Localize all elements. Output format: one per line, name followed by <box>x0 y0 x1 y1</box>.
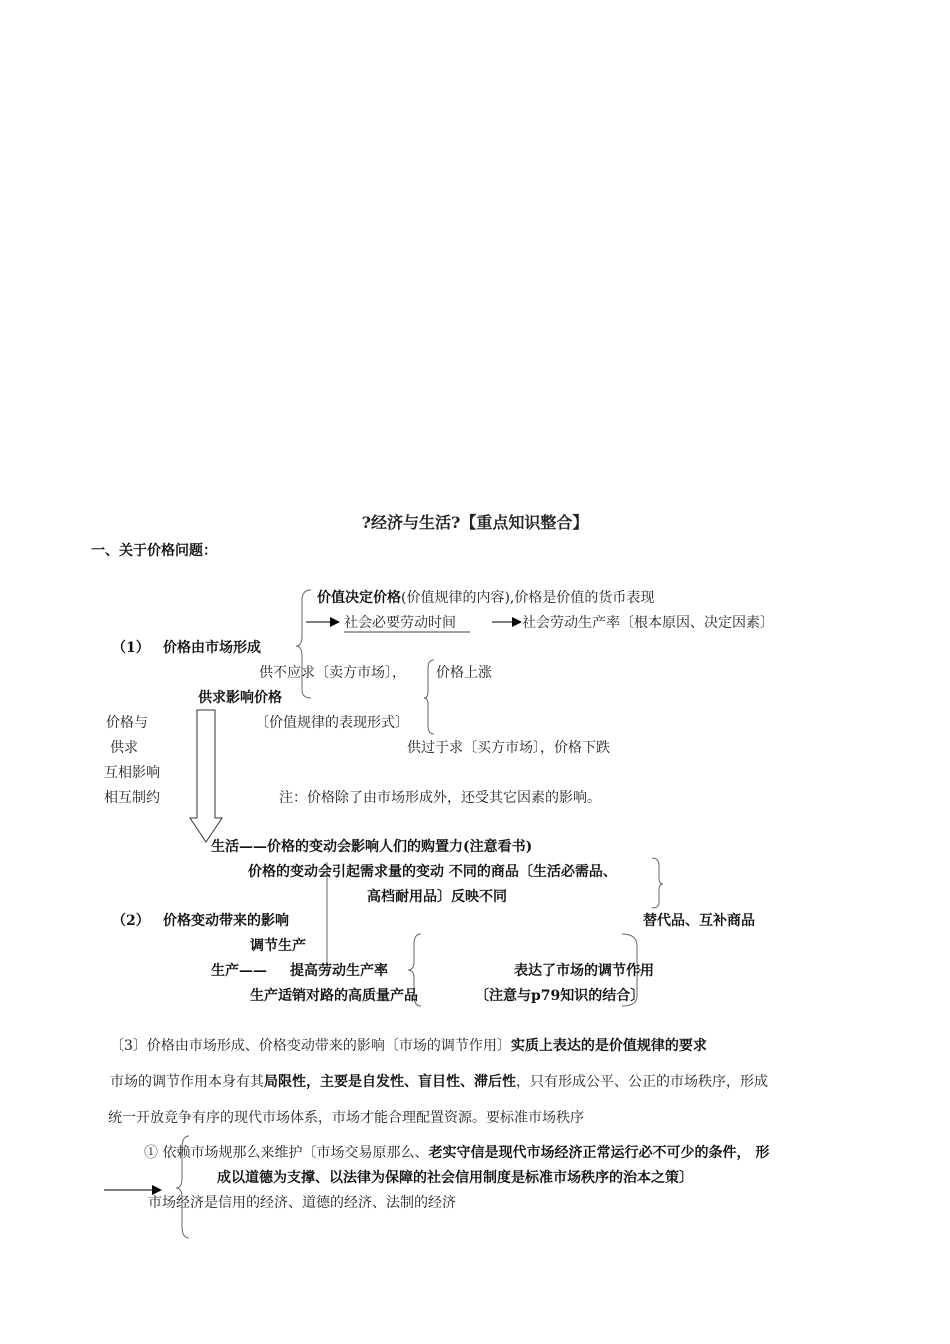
substitute-text: 替代品、互补商品 <box>643 913 755 929</box>
part2-number: （2） <box>112 913 150 929</box>
part3-item1-b: 老实守信是现代市场经济正常运行必不可少的条件， 形 <box>428 1145 770 1161</box>
part3-item1-line1 <box>144 1144 769 1162</box>
labor-time-text: 社会必要劳动时间 <box>344 615 456 631</box>
labor-rate-text: 社会劳动生产率〔根本原因、决定因素〕 <box>522 615 774 631</box>
life-text: 生活——价格的变动会影响人们的购置力(注意看书) <box>211 839 533 855</box>
part3-line3: 统一开放竞争有序的现代市场体系，市场才能合理配置资源。要标准市场秩序 <box>108 1110 584 1126</box>
part3-line2-a: 市场的调节作用本身有其 <box>110 1074 264 1090</box>
note-text: 注：价格除了由市场形成外，还受其它因素的影响。 <box>279 790 601 806</box>
section-heading: 一、关于价格问题： <box>91 543 217 559</box>
part3-line1 <box>110 1037 707 1055</box>
side-label-1: 价格与 <box>106 715 148 731</box>
price-rise-text: 价格上涨 <box>436 665 492 681</box>
productivity-text: 提高劳动生产率 <box>290 963 388 979</box>
supply-short-text: 供不应求〔卖方市场〕， <box>259 665 406 681</box>
part3-line1-bold: 实质上表达的是价值规律的要求 <box>510 1038 707 1054</box>
part3-line2 <box>110 1073 768 1091</box>
supply-excess-text: 供过于求〔买方市场〕，价格下跌 <box>407 740 610 756</box>
market-formed-label: 价格由市场形成 <box>163 640 261 656</box>
page-title: ?经济与生活?【重点知识整合】 <box>361 513 589 532</box>
brace-goods <box>652 858 663 908</box>
production-label: 生产—— <box>211 963 267 979</box>
part3-item1-a: ① 依赖市场规那么来维护〔市场交易原那么、 <box>144 1145 429 1161</box>
value-law-form-text: 〔价值规律的表现形式〕 <box>255 715 409 731</box>
brace-supply <box>424 660 434 734</box>
value-decides-bold: 价值决定价格 <box>317 590 401 606</box>
side-label-3: 互相影响 <box>104 765 160 781</box>
supply-demand-price-label: 供求影响价格 <box>198 690 282 706</box>
impact-label: 价格变动带来的影响 <box>163 913 289 929</box>
value-decides-rest: (价值规律的内容),价格是价值的货币表现 <box>401 590 655 606</box>
p79-note: 〔注意与p79知识的结合〕 <box>475 988 645 1004</box>
part3-item2: 市场经济是信用的经济、道德的经济、法制的经济 <box>148 1195 456 1211</box>
big-down-arrow <box>190 710 222 842</box>
arrow-head-2 <box>512 617 522 627</box>
arrow-head-1 <box>330 617 340 627</box>
quality-text: 生产适销对路的高质量产品 <box>250 988 418 1004</box>
market-role-text: 表达了市场的调节作用 <box>514 963 654 979</box>
part3-line1-normal: 〔3〕价格由市场形成、价格变动带来的影响〔市场的调节作用〕 <box>110 1038 511 1054</box>
part3-line2-b: 局限性，主要是自发性、盲目性、滞后性 <box>264 1074 516 1090</box>
high-end-text: 高档耐用品〕反映不同 <box>367 889 507 905</box>
side-label-2: 供求 <box>110 740 138 756</box>
value-decides-line <box>317 589 654 607</box>
adjust-text: 调节生产 <box>250 938 306 954</box>
part3-item1-line2: 成以道德为支撑、以法律为保障的社会信用制度是标准市场秩序的治本之策〕 <box>217 1170 693 1186</box>
demand-change-text: 价格的变动会引起需求量的变动 不同的商品〔生活必需品、 <box>248 864 617 880</box>
side-label-4: 相互制约 <box>104 790 160 806</box>
part1-number: （1） <box>112 640 150 656</box>
part3-line2-c: ，只有形成公平、公正的市场秩序，形成 <box>516 1074 768 1090</box>
